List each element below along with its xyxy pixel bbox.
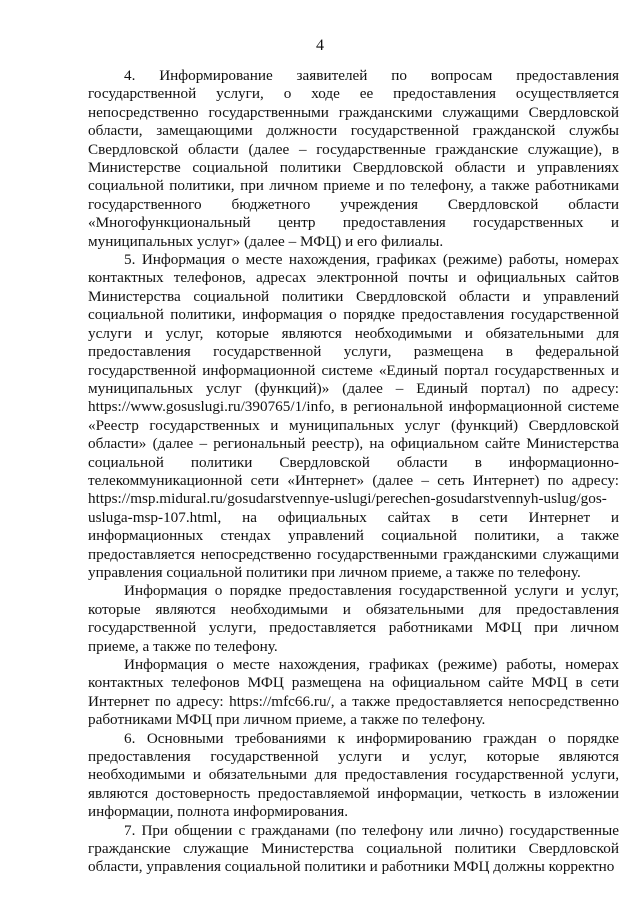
paragraph-item-7: 7. При общении с гражданами (по телефону или лично) государственные гражданские служащие Министерства социальной политики Свердловской области, управления социальной политики и работники МФЦ должны корректно <box>88 821 619 876</box>
paragraph-mfc-info: Информация о порядке предоставления государственной услуги и услуг, которые являются необходимыми и обязательными для предоставления государственной услуги, предоставляется работниками МФЦ при личном приеме, а также по телефону. <box>88 582 619 655</box>
page-number: 4 <box>316 37 324 54</box>
paragraph-item-6: 6. Основными требованиями к информированию граждан о порядке предоставления государственной услуги и услуг, которые являются необходимыми и обязательными для предоставления государственной услуги, являются достоверность предоставляемой информации, четкость в изложении информации, полнота информирования. <box>88 729 619 821</box>
paragraph-item-5: 5. Информация о месте нахождения, графиках (режиме) работы, номерах контактных телефонов, адресах электронной почты и официальных сайтов Министерства социальной политики Свердловской области и управлений социальной политики, информация о порядке предоставления государственной услуги и услуг, которые являются необходимыми и обязательными для предоставления государственной услуги, размещена в федеральной государственной информационной системе «Единый портал государственных и муниципальных услуг (функций)» (далее – Единый портал) по адресу: https://www.gosuslugi.ru/390765/1/info, в региональной информационной системе «Реестр государственных и муниципальных услуг (функций) Свердловской области» (далее – региональный реестр), на официальном сайте Министерства социальной политики Свердловской области в информационно-телекоммуникационной сети «Интернет» (далее – сеть Интернет) по адресу: https://msp.midural.ru/gosudarstvennye-uslugi/perechen-gosudarstvennyh-uslug/gos-usluga-msp-107.html, на официальных сайтах в сети Интернет и информационных стендах управлений социальной политики, а также предоставляется непосредственно государственными гражданскими служащими управления социальной политики при личном приеме, а также по телефону. <box>88 251 619 581</box>
paragraph-item-4: 4. Информирование заявителей по вопросам предоставления государственной услуги, о ходе ее предоставления осуществляется непосредственно государственными гражданскими служащими Свердловской области, замещающими должности государственной гражданской службы Свердловской области (далее – государственные гражданские служащие), в Министерстве социальной политики Свердловской области и управлениях социальной политики, при личном приеме и по телефону, а также работниками государственного бюджетного учреждения Свердловской области «Многофункциональный центр предоставления государственных и муниципальных услуг» (далее – МФЦ) и его филиалы. <box>88 67 619 250</box>
paragraph-mfc-contacts: Информация о месте нахождения, графиках (режиме) работы, номерах контактных телефонов МФЦ размещена на официальном сайте МФЦ в сети Интернет по адресу: https://mfc66.ru/, а также предоставляется непосредственно работниками МФЦ при личном приеме, а также по телефону. <box>88 656 619 729</box>
document-body <box>88 67 619 877</box>
